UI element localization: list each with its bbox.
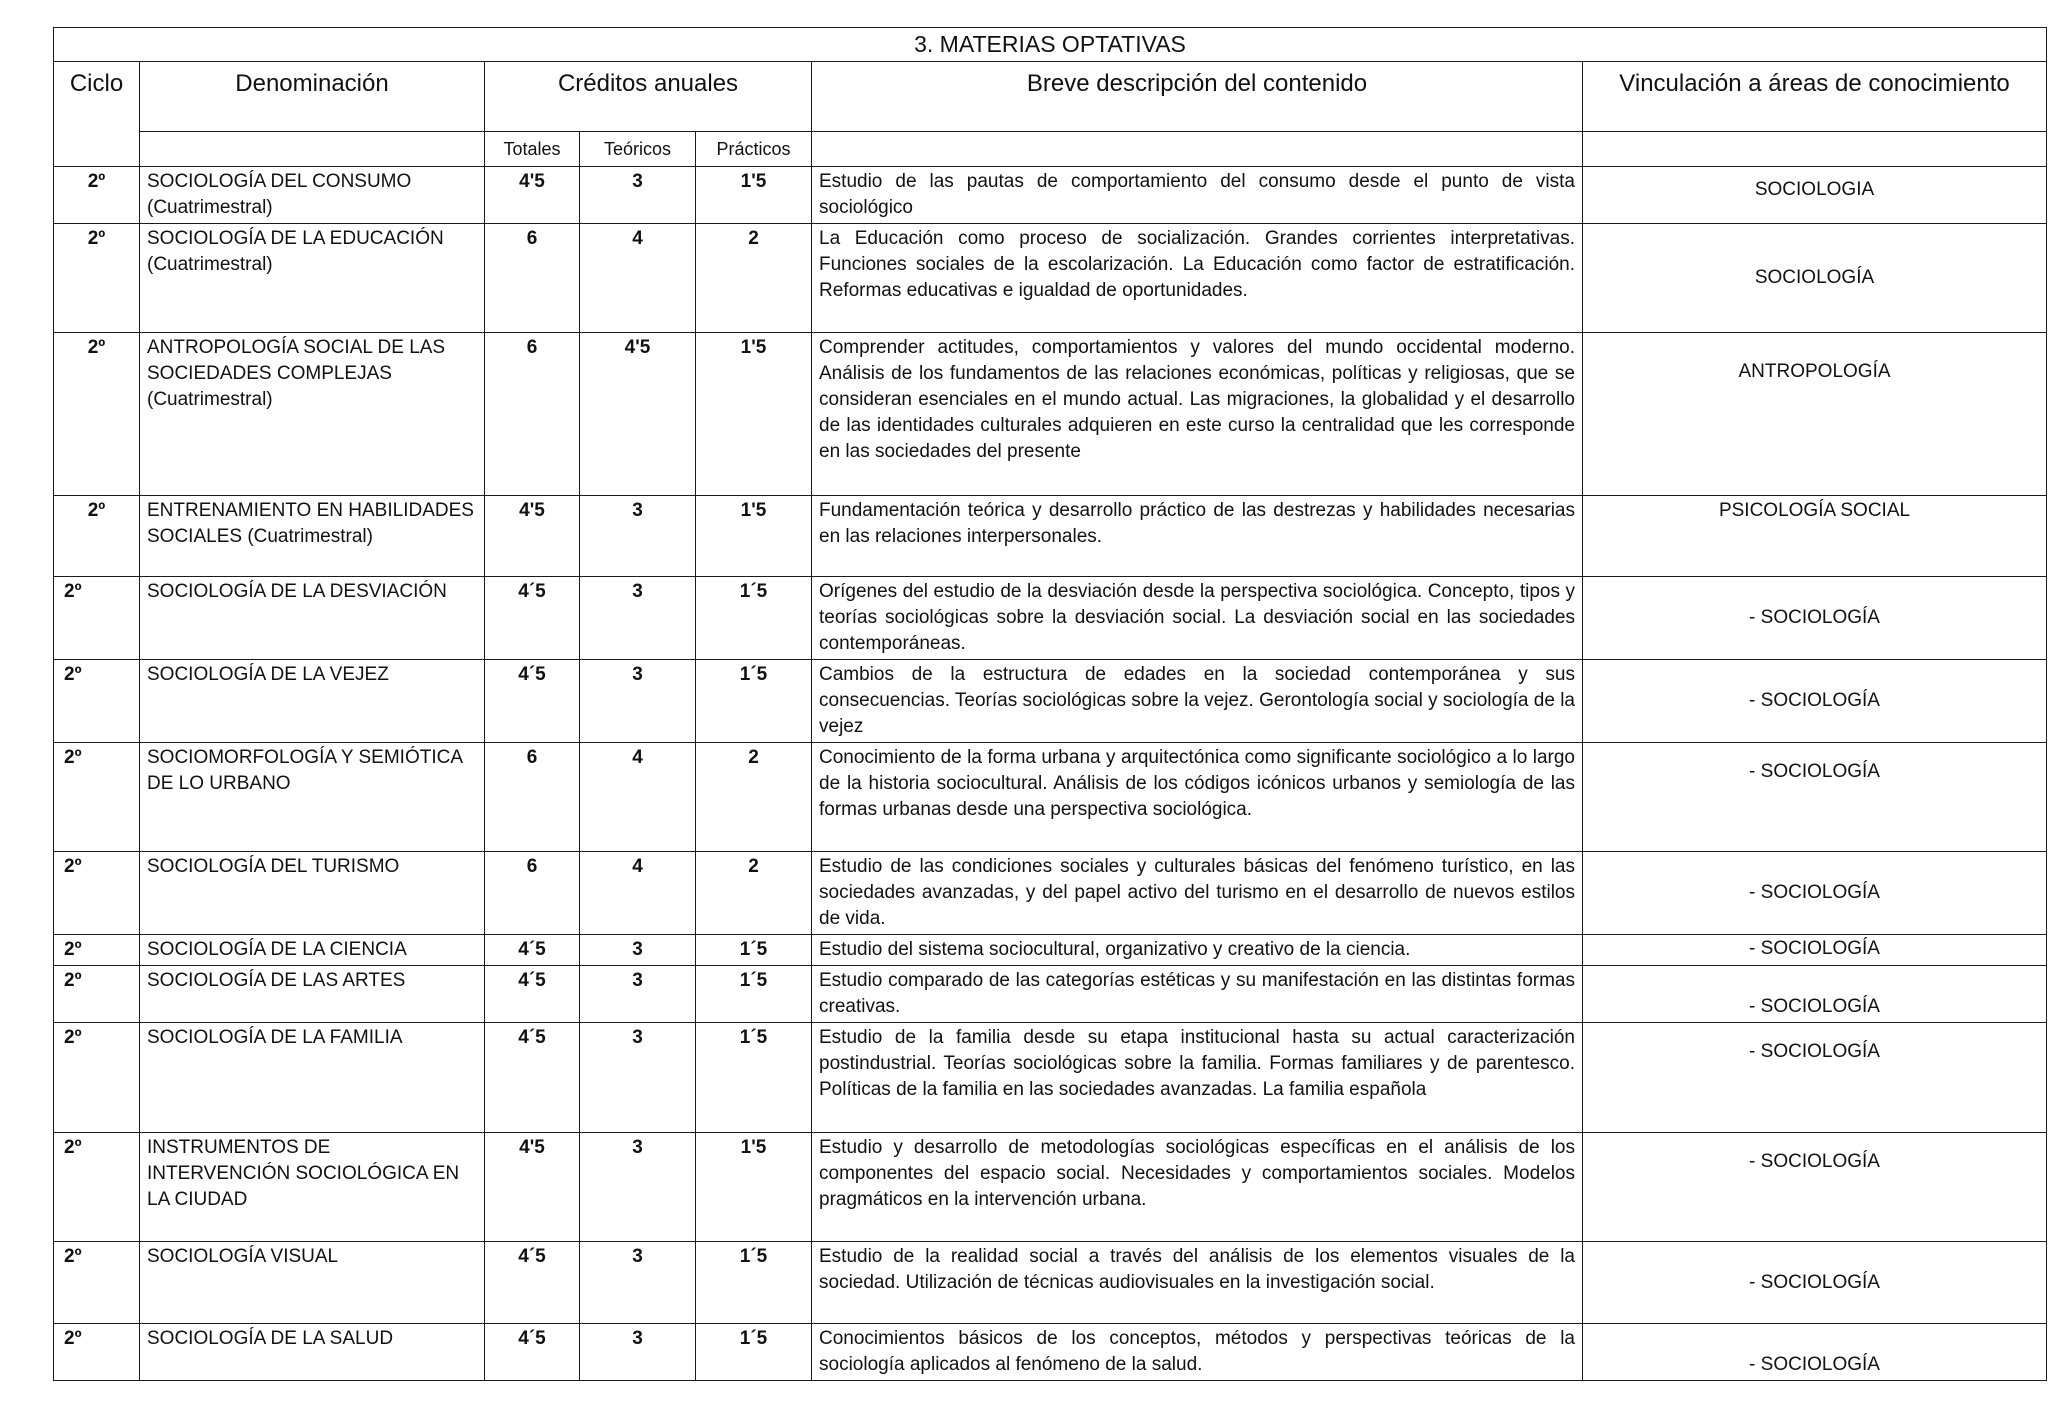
cell-denominacion: ENTRENAMIENTO EN HABILIDADES SOCIALES (Cuatrimestral) [140, 496, 485, 577]
cell-totales: 4´5 [485, 660, 580, 743]
cell-ciclo: 2º [54, 224, 140, 333]
cell-teoricos: 3 [580, 1242, 696, 1324]
cell-area: - SOCIOLOGÍA [1583, 1242, 2047, 1324]
cell-ciclo: 2º [54, 935, 140, 966]
cell-teoricos: 4'5 [580, 333, 696, 496]
cell-denominacion: INSTRUMENTOS DE INTERVENCIÓN SOCIOLÓGICA EN LA CIUDAD [140, 1133, 485, 1242]
cell-ciclo: 2º [54, 496, 140, 577]
cell-ciclo: 2º [54, 333, 140, 496]
cell-area: SOCIOLOGIA [1583, 167, 2047, 224]
cell-area: - SOCIOLOGÍA [1583, 1133, 2047, 1242]
document-sheet [53, 27, 2046, 1381]
cell-teoricos: 3 [580, 935, 696, 966]
cell-ciclo: 2º [54, 1023, 140, 1133]
table-row [54, 333, 2047, 496]
header-teoricos: Teóricos [580, 132, 696, 167]
cell-teoricos: 3 [580, 966, 696, 1023]
cell-teoricos: 3 [580, 660, 696, 743]
cell-totales: 4´5 [485, 577, 580, 660]
cell-ciclo: 2º [54, 852, 140, 935]
cell-ciclo: 2º [54, 1324, 140, 1381]
cell-teoricos: 3 [580, 1023, 696, 1133]
cell-area: - SOCIOLOGÍA [1583, 1324, 2047, 1381]
cell-descripcion: Estudio comparado de las categorías estéticas y su manifestación en las distintas formas creativas. [812, 966, 1583, 1023]
cell-practicos: 1´5 [696, 1023, 812, 1133]
cell-teoricos: 3 [580, 577, 696, 660]
cell-descripcion: Cambios de la estructura de edades en la sociedad contemporánea y sus consecuencias. Teorías sociológicas sobre la vejez. Gerontología social y sociología de la vejez [812, 660, 1583, 743]
cell-descripcion: Orígenes del estudio de la desviación desde la perspectiva sociológica. Concepto, tipos y teorías sociológicas sobre la desviación social. La desviación social en las sociedades contemporáneas. [812, 577, 1583, 660]
cell-descripcion: Estudio de la realidad social a través del análisis de los elementos visuales de la sociedad. Utilización de técnicas audiovisuales en la investigación social. [812, 1242, 1583, 1324]
cell-descripcion: Estudio y desarrollo de metodologías sociológicas específicas en el análisis de los componentes del espacio social. Necesidades y comportamientos sociales. Modelos pragmáticos en la intervención urbana. [812, 1133, 1583, 1242]
cell-teoricos: 3 [580, 167, 696, 224]
cell-practicos: 2 [696, 852, 812, 935]
cell-denominacion: SOCIOLOGÍA DE LA VEJEZ [140, 660, 485, 743]
header-denominacion: Denominación [140, 62, 485, 132]
cell-ciclo: 2º [54, 743, 140, 852]
cell-totales: 4´5 [485, 966, 580, 1023]
header-totales: Totales [485, 132, 580, 167]
cell-practicos: 1´5 [696, 966, 812, 1023]
cell-totales: 4´5 [485, 1023, 580, 1133]
header-denominacion-blank [140, 132, 485, 167]
cell-ciclo: 2º [54, 966, 140, 1023]
cell-ciclo: 2º [54, 577, 140, 660]
table-row [54, 167, 2047, 224]
cell-practicos: 1'5 [696, 333, 812, 496]
header-ciclo: Ciclo [54, 62, 140, 167]
table-row [54, 660, 2047, 743]
cell-area: - SOCIOLOGÍA [1583, 852, 2047, 935]
header-creditos: Créditos anuales [485, 62, 812, 132]
cell-practicos: 2 [696, 743, 812, 852]
cell-totales: 4'5 [485, 167, 580, 224]
cell-totales: 6 [485, 224, 580, 333]
cell-area: - SOCIOLOGÍA [1583, 660, 2047, 743]
cell-practicos: 1´5 [696, 935, 812, 966]
cell-area: - SOCIOLOGÍA [1583, 743, 2047, 852]
table-row [54, 577, 2047, 660]
cell-ciclo: 2º [54, 660, 140, 743]
cell-teoricos: 3 [580, 1133, 696, 1242]
cell-descripcion: Conocimientos básicos de los conceptos, métodos y perspectivas teóricas de la sociología aplicados al fenómeno de la salud. [812, 1324, 1583, 1381]
cell-area: - SOCIOLOGÍA [1583, 935, 2047, 966]
cell-denominacion: SOCIOLOGÍA DEL TURISMO [140, 852, 485, 935]
cell-teoricos: 3 [580, 1324, 696, 1381]
cell-teoricos: 4 [580, 743, 696, 852]
cell-area: SOCIOLOGÍA [1583, 224, 2047, 333]
cell-teoricos: 4 [580, 224, 696, 333]
cell-practicos: 1'5 [696, 496, 812, 577]
header-vinculacion: Vinculación a áreas de conocimiento [1583, 62, 2047, 132]
cell-practicos: 1´5 [696, 660, 812, 743]
cell-teoricos: 4 [580, 852, 696, 935]
cell-denominacion: ANTROPOLOGÍA SOCIAL DE LAS SOCIEDADES COMPLEJAS (Cuatrimestral) [140, 333, 485, 496]
cell-denominacion: SOCIOLOGÍA DE LA FAMILIA [140, 1023, 485, 1133]
table-row [54, 1023, 2047, 1133]
table-row [54, 935, 2047, 966]
table-row [54, 966, 2047, 1023]
table-row [54, 496, 2047, 577]
header-descripcion: Breve descripción del contenido [812, 62, 1583, 132]
cell-totales: 4'5 [485, 1133, 580, 1242]
cell-totales: 6 [485, 333, 580, 496]
cell-area: PSICOLOGÍA SOCIAL [1583, 496, 2047, 577]
cell-totales: 6 [485, 743, 580, 852]
cell-denominacion: SOCIOLOGÍA DE LA CIENCIA [140, 935, 485, 966]
cell-practicos: 1´5 [696, 1324, 812, 1381]
cell-totales: 4´5 [485, 935, 580, 966]
cell-denominacion: SOCIOLOGÍA DE LA SALUD [140, 1324, 485, 1381]
header-practicos: Prácticos [696, 132, 812, 167]
cell-practicos: 1'5 [696, 1133, 812, 1242]
cell-totales: 4´5 [485, 1242, 580, 1324]
cell-descripcion: Conocimiento de la forma urbana y arquitectónica como significante sociológico a lo largo de la historia sociocultural. Análisis de los códigos icónicos urbanos y semiología de las formas urbanas desde una perspectiva sociológica. [812, 743, 1583, 852]
cell-totales: 4´5 [485, 1324, 580, 1381]
cell-descripcion: Estudio de las condiciones sociales y culturales básicas del fenómeno turístico, en las sociedades avanzadas, y del papel activo del turismo en el desarrollo de nuevos estilos de vida. [812, 852, 1583, 935]
table-row [54, 1133, 2047, 1242]
cell-ciclo: 2º [54, 1242, 140, 1324]
table-title: 3. MATERIAS OPTATIVAS [54, 28, 2047, 62]
cell-denominacion: SOCIOLOGÍA DEL CONSUMO (Cuatrimestral) [140, 167, 485, 224]
cell-totales: 4'5 [485, 496, 580, 577]
cell-descripcion: Estudio de la familia desde su etapa institucional hasta su actual caracterización postindustrial. Teorías sociológicas sobre la familia. Formas familiares y de parentesco. Políticas de la familia en las sociedades avanzadas. La familia española [812, 1023, 1583, 1133]
cell-descripcion: Comprender actitudes, comportamientos y valores del mundo occidental moderno. Análisis de los fundamentos de las relaciones económicas, políticas y religiosas, que se consideran esenciales en el mundo actual. Las migraciones, la globalidad y el desarrollo de las identidades culturales adquieren en este curso la centralidad que les corresponde en las sociedades del presente [812, 333, 1583, 496]
cell-practicos: 1´5 [696, 1242, 812, 1324]
cell-ciclo: 2º [54, 167, 140, 224]
table-row [54, 1324, 2047, 1381]
cell-descripcion: La Educación como proceso de socialización. Grandes corrientes interpretativas. Funciones sociales de la escolarización. La Educación como factor de estratificación. Reformas educativas e igualdad de oportunidades. [812, 224, 1583, 333]
cell-denominacion: SOCIOLOGÍA DE LA DESVIACIÓN [140, 577, 485, 660]
header-descripcion-blank [812, 132, 1583, 167]
cell-denominacion: SOCIOLOGÍA VISUAL [140, 1242, 485, 1324]
table-row [54, 852, 2047, 935]
cell-totales: 6 [485, 852, 580, 935]
cell-descripcion: Fundamentación teórica y desarrollo práctico de las destrezas y habilidades necesarias en las relaciones interpersonales. [812, 496, 1583, 577]
cell-area: - SOCIOLOGÍA [1583, 1023, 2047, 1133]
cell-practicos: 1'5 [696, 167, 812, 224]
table-row [54, 1242, 2047, 1324]
cell-descripcion: Estudio de las pautas de comportamiento del consumo desde el punto de vista sociológico [812, 167, 1583, 224]
table-row [54, 743, 2047, 852]
cell-area: - SOCIOLOGÍA [1583, 577, 2047, 660]
cell-practicos: 1´5 [696, 577, 812, 660]
cell-area: ANTROPOLOGÍA [1583, 333, 2047, 496]
header-vinculacion-blank [1583, 132, 2047, 167]
cell-denominacion: SOCIOMORFOLOGÍA Y SEMIÓTICA DE LO URBANO [140, 743, 485, 852]
cell-denominacion: SOCIOLOGÍA DE LAS ARTES [140, 966, 485, 1023]
cell-ciclo: 2º [54, 1133, 140, 1242]
cell-denominacion: SOCIOLOGÍA DE LA EDUCACIÓN (Cuatrimestral) [140, 224, 485, 333]
optional-subjects-table [53, 27, 2047, 1381]
cell-practicos: 2 [696, 224, 812, 333]
table-row [54, 224, 2047, 333]
cell-descripcion: Estudio del sistema sociocultural, organizativo y creativo de la ciencia. [812, 935, 1583, 966]
cell-area: - SOCIOLOGÍA [1583, 966, 2047, 1023]
cell-teoricos: 3 [580, 496, 696, 577]
